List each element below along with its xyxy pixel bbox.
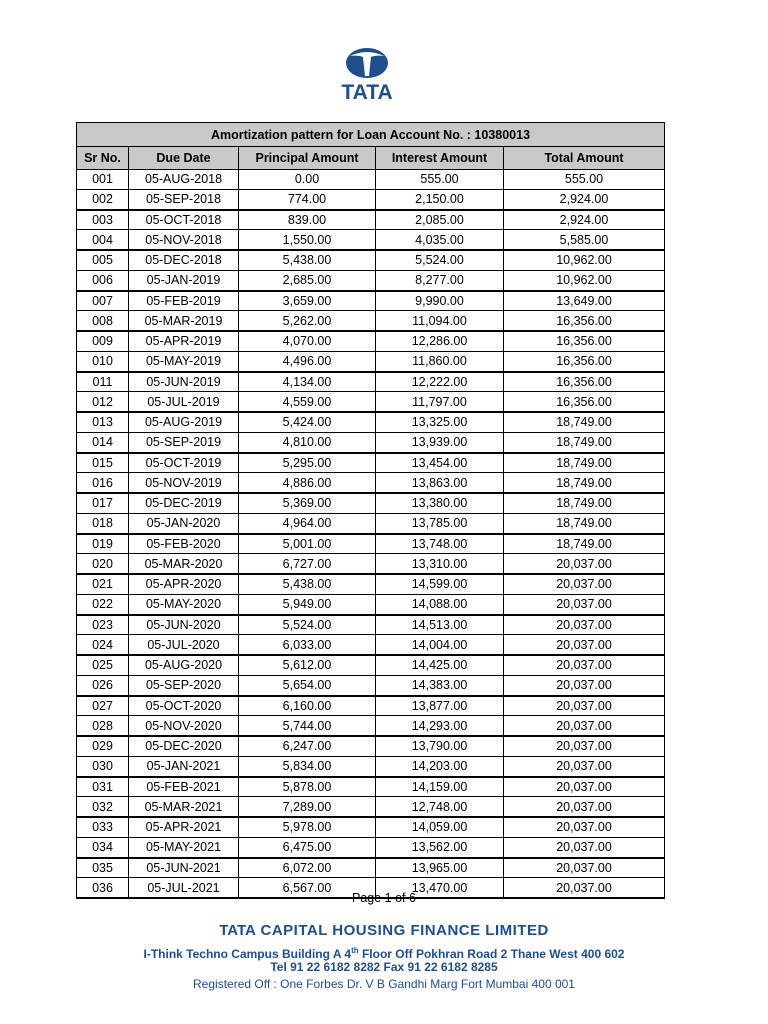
cell-total: 10,962.00 <box>504 250 665 270</box>
cell-total: 18,749.00 <box>504 432 665 452</box>
address-superscript: th <box>351 946 359 955</box>
cell-principal: 5,295.00 <box>239 453 376 473</box>
table-row <box>77 331 665 351</box>
cell-principal: 5,438.00 <box>239 250 376 270</box>
cell-sr-no: 023 <box>77 615 129 635</box>
cell-due-date: 05-JUN-2019 <box>129 372 239 392</box>
cell-total: 20,037.00 <box>504 797 665 817</box>
cell-total: 20,037.00 <box>504 696 665 716</box>
address-part-1: I-Think Techno Campus Building A 4 <box>143 947 352 961</box>
cell-total: 18,749.00 <box>504 493 665 513</box>
table-row <box>77 170 665 190</box>
cell-total: 13,649.00 <box>504 291 665 311</box>
cell-principal: 839.00 <box>239 210 376 230</box>
cell-due-date: 05-OCT-2018 <box>129 210 239 230</box>
cell-due-date: 05-JAN-2020 <box>129 513 239 533</box>
page-number: Page 1 of 6 <box>352 891 416 905</box>
cell-due-date: 05-JUL-2019 <box>129 392 239 412</box>
cell-total: 20,037.00 <box>504 878 665 898</box>
table-row <box>77 392 665 412</box>
table-row <box>77 797 665 817</box>
cell-principal: 4,070.00 <box>239 331 376 351</box>
cell-interest: 13,939.00 <box>376 432 504 452</box>
cell-principal: 4,964.00 <box>239 513 376 533</box>
cell-due-date: 05-JUL-2020 <box>129 635 239 655</box>
cell-interest: 13,748.00 <box>376 534 504 554</box>
table-row <box>77 311 665 331</box>
cell-due-date: 05-MAY-2019 <box>129 351 239 371</box>
cell-due-date: 05-OCT-2020 <box>129 696 239 716</box>
cell-due-date: 05-DEC-2018 <box>129 250 239 270</box>
cell-sr-no: 021 <box>77 574 129 594</box>
cell-principal: 5,949.00 <box>239 594 376 614</box>
cell-sr-no: 029 <box>77 736 129 756</box>
table-row <box>77 716 665 736</box>
cell-principal: 6,033.00 <box>239 635 376 655</box>
cell-due-date: 05-AUG-2019 <box>129 412 239 432</box>
cell-interest: 12,222.00 <box>376 372 504 392</box>
cell-sr-no: 005 <box>77 250 129 270</box>
table-row <box>77 858 665 878</box>
cell-total: 20,037.00 <box>504 554 665 574</box>
cell-total: 20,037.00 <box>504 716 665 736</box>
table-row <box>77 756 665 776</box>
cell-principal: 0.00 <box>239 170 376 190</box>
cell-sr-no: 020 <box>77 554 129 574</box>
cell-total: 5,585.00 <box>504 230 665 250</box>
cell-sr-no: 019 <box>77 534 129 554</box>
cell-principal: 6,727.00 <box>239 554 376 574</box>
cell-due-date: 05-MAY-2020 <box>129 594 239 614</box>
cell-total: 16,356.00 <box>504 372 665 392</box>
cell-due-date: 05-JUN-2021 <box>129 858 239 878</box>
cell-total: 20,037.00 <box>504 594 665 614</box>
cell-principal: 5,001.00 <box>239 534 376 554</box>
tata-logo <box>336 46 398 106</box>
cell-sr-no: 034 <box>77 837 129 857</box>
cell-principal: 5,524.00 <box>239 615 376 635</box>
cell-principal: 4,810.00 <box>239 432 376 452</box>
footer <box>0 922 768 993</box>
cell-principal: 3,659.00 <box>239 291 376 311</box>
cell-interest: 14,425.00 <box>376 655 504 675</box>
cell-interest: 9,990.00 <box>376 291 504 311</box>
cell-sr-no: 012 <box>77 392 129 412</box>
cell-total: 16,356.00 <box>504 351 665 371</box>
cell-interest: 14,203.00 <box>376 756 504 776</box>
cell-principal: 774.00 <box>239 189 376 209</box>
table-title: Amortization pattern for Loan Account No. : 10380013 <box>77 123 665 147</box>
cell-due-date: 05-MAR-2019 <box>129 311 239 331</box>
cell-sr-no: 033 <box>77 817 129 837</box>
cell-total: 18,749.00 <box>504 453 665 473</box>
cell-interest: 13,470.00 <box>376 878 504 898</box>
cell-principal: 4,134.00 <box>239 372 376 392</box>
col-header-sr-no: Sr No. <box>77 147 129 170</box>
cell-sr-no: 035 <box>77 858 129 878</box>
cell-sr-no: 014 <box>77 432 129 452</box>
table-row <box>77 534 665 554</box>
cell-total: 20,037.00 <box>504 655 665 675</box>
cell-principal: 4,559.00 <box>239 392 376 412</box>
cell-interest: 2,150.00 <box>376 189 504 209</box>
cell-due-date: 05-MAR-2020 <box>129 554 239 574</box>
cell-sr-no: 031 <box>77 777 129 797</box>
footer-company-rest: CAPITAL HOUSING FINANCE LIMITED <box>255 922 549 939</box>
cell-interest: 14,159.00 <box>376 777 504 797</box>
table-row <box>77 230 665 250</box>
cell-due-date: 05-DEC-2020 <box>129 736 239 756</box>
cell-due-date: 05-JUN-2020 <box>129 615 239 635</box>
cell-principal: 5,744.00 <box>239 716 376 736</box>
cell-principal: 5,654.00 <box>239 675 376 695</box>
cell-due-date: 05-AUG-2020 <box>129 655 239 675</box>
table-row <box>77 615 665 635</box>
cell-principal: 5,369.00 <box>239 493 376 513</box>
table-row <box>77 372 665 392</box>
logo-wordmark: TATA <box>341 81 393 104</box>
cell-principal: 5,612.00 <box>239 655 376 675</box>
cell-interest: 5,524.00 <box>376 250 504 270</box>
cell-principal: 5,978.00 <box>239 817 376 837</box>
cell-sr-no: 028 <box>77 716 129 736</box>
cell-principal: 6,247.00 <box>239 736 376 756</box>
cell-interest: 13,562.00 <box>376 837 504 857</box>
cell-sr-no: 009 <box>77 331 129 351</box>
cell-principal: 6,567.00 <box>239 878 376 898</box>
cell-due-date: 05-SEP-2020 <box>129 675 239 695</box>
cell-interest: 13,380.00 <box>376 493 504 513</box>
cell-sr-no: 007 <box>77 291 129 311</box>
cell-sr-no: 015 <box>77 453 129 473</box>
cell-principal: 7,289.00 <box>239 797 376 817</box>
cell-total: 20,037.00 <box>504 858 665 878</box>
cell-total: 2,924.00 <box>504 189 665 209</box>
cell-interest: 12,748.00 <box>376 797 504 817</box>
cell-principal: 5,878.00 <box>239 777 376 797</box>
cell-total: 20,037.00 <box>504 837 665 857</box>
cell-interest: 555.00 <box>376 170 504 190</box>
cell-total: 10,962.00 <box>504 270 665 290</box>
col-header-total: Total Amount <box>504 147 665 170</box>
cell-sr-no: 003 <box>77 210 129 230</box>
table-row <box>77 513 665 533</box>
cell-sr-no: 010 <box>77 351 129 371</box>
cell-interest: 13,863.00 <box>376 473 504 493</box>
cell-total: 2,924.00 <box>504 210 665 230</box>
cell-due-date: 05-APR-2019 <box>129 331 239 351</box>
cell-interest: 13,790.00 <box>376 736 504 756</box>
table-row <box>77 189 665 209</box>
table-row <box>77 574 665 594</box>
table-row <box>77 291 665 311</box>
cell-interest: 14,513.00 <box>376 615 504 635</box>
cell-sr-no: 026 <box>77 675 129 695</box>
cell-due-date: 05-MAY-2021 <box>129 837 239 857</box>
table-row <box>77 837 665 857</box>
cell-sr-no: 006 <box>77 270 129 290</box>
cell-total: 16,356.00 <box>504 392 665 412</box>
table-row <box>77 453 665 473</box>
cell-total: 20,037.00 <box>504 635 665 655</box>
cell-interest: 13,325.00 <box>376 412 504 432</box>
cell-interest: 11,797.00 <box>376 392 504 412</box>
cell-sr-no: 030 <box>77 756 129 776</box>
cell-principal: 4,886.00 <box>239 473 376 493</box>
cell-sr-no: 032 <box>77 797 129 817</box>
cell-total: 18,749.00 <box>504 412 665 432</box>
cell-sr-no: 004 <box>77 230 129 250</box>
cell-interest: 14,088.00 <box>376 594 504 614</box>
cell-total: 16,356.00 <box>504 331 665 351</box>
cell-total: 20,037.00 <box>504 574 665 594</box>
cell-sr-no: 011 <box>77 372 129 392</box>
table-row <box>77 736 665 756</box>
cell-due-date: 05-SEP-2018 <box>129 189 239 209</box>
cell-total: 18,749.00 <box>504 534 665 554</box>
tata-emblem-icon <box>336 46 398 82</box>
cell-sr-no: 022 <box>77 594 129 614</box>
cell-sr-no: 036 <box>77 878 129 898</box>
cell-due-date: 05-DEC-2019 <box>129 493 239 513</box>
cell-due-date: 05-FEB-2019 <box>129 291 239 311</box>
header-row <box>77 147 665 170</box>
col-header-principal: Principal Amount <box>239 147 376 170</box>
table-row <box>77 655 665 675</box>
col-header-due-date: Due Date <box>129 147 239 170</box>
cell-sr-no: 024 <box>77 635 129 655</box>
cell-interest: 14,059.00 <box>376 817 504 837</box>
footer-phone: Tel 91 22 6182 8282 Fax 91 22 6182 8285 <box>270 960 498 974</box>
cell-sr-no: 027 <box>77 696 129 716</box>
cell-principal: 2,685.00 <box>239 270 376 290</box>
cell-due-date: 05-SEP-2019 <box>129 432 239 452</box>
table-row <box>77 635 665 655</box>
cell-interest: 11,860.00 <box>376 351 504 371</box>
cell-due-date: 05-JUL-2021 <box>129 878 239 898</box>
address-part-2: Floor Off Pokhran Road 2 Thane West 400 602 <box>358 947 625 961</box>
table-row <box>77 696 665 716</box>
table-row <box>77 777 665 797</box>
cell-total: 18,749.00 <box>504 513 665 533</box>
cell-principal: 5,262.00 <box>239 311 376 331</box>
cell-total: 20,037.00 <box>504 675 665 695</box>
cell-sr-no: 008 <box>77 311 129 331</box>
cell-interest: 4,035.00 <box>376 230 504 250</box>
footer-address <box>0 942 768 959</box>
cell-interest: 14,004.00 <box>376 635 504 655</box>
table-row <box>77 554 665 574</box>
cell-principal: 6,160.00 <box>239 696 376 716</box>
cell-due-date: 05-NOV-2020 <box>129 716 239 736</box>
table-row <box>77 351 665 371</box>
cell-principal: 5,438.00 <box>239 574 376 594</box>
cell-interest: 13,310.00 <box>376 554 504 574</box>
cell-due-date: 05-AUG-2018 <box>129 170 239 190</box>
cell-sr-no: 013 <box>77 412 129 432</box>
cell-interest: 13,877.00 <box>376 696 504 716</box>
cell-total: 20,037.00 <box>504 756 665 776</box>
cell-sr-no: 017 <box>77 493 129 513</box>
cell-principal: 5,424.00 <box>239 412 376 432</box>
col-header-interest: Interest Amount <box>376 147 504 170</box>
table-row <box>77 270 665 290</box>
cell-total: 555.00 <box>504 170 665 190</box>
cell-principal: 6,072.00 <box>239 858 376 878</box>
cell-due-date: 05-NOV-2019 <box>129 473 239 493</box>
cell-sr-no: 001 <box>77 170 129 190</box>
table-body <box>77 170 665 899</box>
footer-registered-office: Registered Off : One Forbes Dr. V B Gandhi Marg Fort Mumbai 400 001 <box>193 977 575 991</box>
cell-due-date: 05-FEB-2021 <box>129 777 239 797</box>
cell-interest: 12,286.00 <box>376 331 504 351</box>
cell-total: 20,037.00 <box>504 777 665 797</box>
cell-due-date: 05-MAR-2021 <box>129 797 239 817</box>
cell-sr-no: 016 <box>77 473 129 493</box>
table-row <box>77 594 665 614</box>
cell-total: 20,037.00 <box>504 615 665 635</box>
footer-brand: TATA <box>219 922 256 939</box>
cell-interest: 13,785.00 <box>376 513 504 533</box>
cell-interest: 13,454.00 <box>376 453 504 473</box>
cell-principal: 6,475.00 <box>239 837 376 857</box>
cell-interest: 2,085.00 <box>376 210 504 230</box>
cell-interest: 14,383.00 <box>376 675 504 695</box>
cell-total: 18,749.00 <box>504 473 665 493</box>
cell-due-date: 05-JAN-2019 <box>129 270 239 290</box>
cell-due-date: 05-FEB-2020 <box>129 534 239 554</box>
table-row <box>77 412 665 432</box>
cell-due-date: 05-APR-2020 <box>129 574 239 594</box>
cell-interest: 8,277.00 <box>376 270 504 290</box>
amortization-table <box>76 122 665 899</box>
cell-total: 16,356.00 <box>504 311 665 331</box>
table-row <box>77 493 665 513</box>
footer-company-name <box>0 922 768 942</box>
cell-due-date: 05-OCT-2019 <box>129 453 239 473</box>
cell-principal: 5,834.00 <box>239 756 376 776</box>
cell-sr-no: 002 <box>77 189 129 209</box>
cell-interest: 13,965.00 <box>376 858 504 878</box>
cell-principal: 4,496.00 <box>239 351 376 371</box>
cell-interest: 14,293.00 <box>376 716 504 736</box>
cell-interest: 14,599.00 <box>376 574 504 594</box>
table-row <box>77 250 665 270</box>
table-row <box>77 210 665 230</box>
table-row <box>77 817 665 837</box>
cell-sr-no: 018 <box>77 513 129 533</box>
table-row <box>77 432 665 452</box>
cell-due-date: 05-JAN-2021 <box>129 756 239 776</box>
cell-principal: 1,550.00 <box>239 230 376 250</box>
cell-total: 20,037.00 <box>504 817 665 837</box>
cell-due-date: 05-NOV-2018 <box>129 230 239 250</box>
cell-sr-no: 025 <box>77 655 129 675</box>
cell-interest: 11,094.00 <box>376 311 504 331</box>
table-row <box>77 473 665 493</box>
cell-due-date: 05-APR-2021 <box>129 817 239 837</box>
table-row <box>77 675 665 695</box>
cell-total: 20,037.00 <box>504 736 665 756</box>
